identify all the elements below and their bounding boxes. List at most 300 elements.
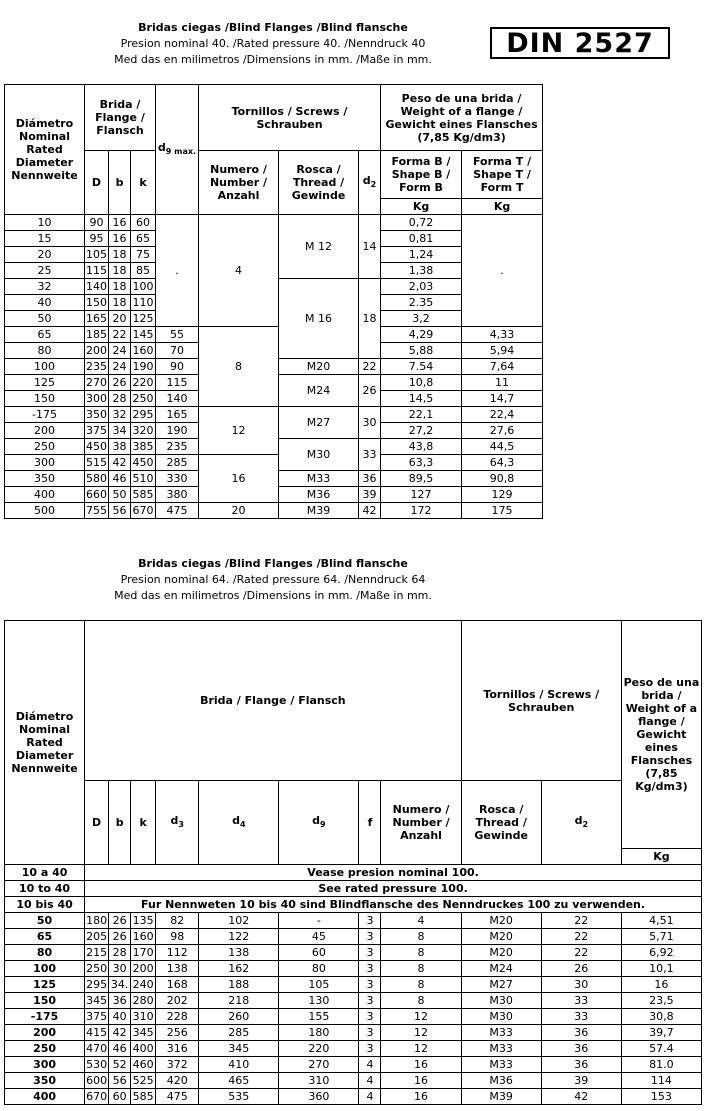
cell-thread: M36 — [279, 487, 359, 503]
cell-k: 110 — [131, 295, 156, 311]
pn64-header-nominal: Diámetro Nominal Rated Diameter Nennweite — [5, 621, 85, 865]
cell-f: 4 — [359, 1057, 381, 1073]
cell-d4: 122 — [199, 929, 279, 945]
cell-d2: 22 — [541, 945, 621, 961]
cell-b: 18 — [109, 279, 131, 295]
cell-k: 525 — [131, 1073, 156, 1089]
pn40-header-D: D — [85, 151, 109, 215]
cell-d2: 33 — [359, 439, 381, 471]
cell-d2: 22 — [541, 913, 621, 929]
note-row — [5, 881, 702, 897]
table-row — [5, 945, 702, 961]
pn40-header-rosca: Rosca / Thread / Gewinde — [279, 151, 359, 215]
cell-weight-b: 127 — [381, 487, 462, 503]
cell-weight-t: 175 — [462, 503, 543, 519]
cell-nominal: 200 — [5, 1025, 85, 1041]
table-row — [5, 327, 543, 343]
cell-k: 160 — [131, 343, 156, 359]
cell-b: 42 — [109, 455, 131, 471]
cell-k: 75 — [131, 247, 156, 263]
cell-d2: 30 — [359, 407, 381, 439]
cell-b: 18 — [109, 295, 131, 311]
cell-nominal: -175 — [5, 1009, 85, 1025]
cell-d2: 36 — [541, 1057, 621, 1073]
cell-weight-b: 1,24 — [381, 247, 462, 263]
cell-num: 12 — [381, 1009, 461, 1025]
cell-nominal: 10 to 40 — [5, 881, 85, 897]
cell-d2: 14 — [359, 215, 381, 279]
cell-weight-t: 5,94 — [462, 343, 543, 359]
cell-D: 215 — [86, 946, 108, 959]
cell-d9: 180 — [279, 1025, 359, 1041]
table-row — [5, 913, 702, 929]
cell-thread: M24 — [461, 961, 541, 977]
cell-d9: 190 — [156, 423, 199, 439]
cell-d9: 310 — [279, 1073, 359, 1089]
cell-weight-t: 129 — [462, 487, 543, 503]
cell-nominal: 150 — [5, 993, 85, 1009]
cell-f: 3 — [359, 1041, 381, 1057]
cell-weight-t: 7,64 — [462, 359, 543, 375]
cell-D: 670 — [86, 1090, 108, 1103]
pn64-header-d4: $d_4$ — [199, 781, 279, 865]
cell-w: 39,7 — [621, 1025, 701, 1041]
cell-d9: 45 — [279, 929, 359, 945]
pn64-header-k: k — [131, 781, 156, 865]
cell-weight-b: 1,38 — [381, 263, 462, 279]
cell-thread: M20 — [279, 359, 359, 375]
cell-D: 115 — [86, 264, 107, 277]
cell-d3: 475 — [156, 1089, 199, 1105]
cell-thread: M33 — [461, 1057, 541, 1073]
cell-d2: 39 — [541, 1073, 621, 1089]
cell-nominal: 200 — [5, 423, 85, 439]
pn40-header-weight: Peso de una brida / Weight of a flange / Gewicht eines Flansches (7,85 Kg/dm3) — [381, 85, 543, 151]
cell-weight-b: 22,1 — [381, 407, 462, 423]
cell-nominal: 300 — [5, 1057, 85, 1073]
cell-D: 580 — [86, 472, 107, 485]
cell-k: 320 — [131, 423, 156, 439]
cell-thread: M24 — [279, 375, 359, 407]
cell-k: 585 — [131, 1089, 156, 1105]
cell-nominal: 300 — [5, 455, 85, 471]
note-row — [5, 865, 702, 881]
cell-thread: M30 — [461, 993, 541, 1009]
cell-f: 3 — [359, 1009, 381, 1025]
cell-k: 85 — [131, 263, 156, 279]
cell-d4: 162 — [199, 961, 279, 977]
cell-b: 24 — [109, 359, 131, 375]
cell-D: 200 — [86, 344, 107, 357]
cell-thread: M33 — [461, 1025, 541, 1041]
cell-D: 165 — [86, 312, 107, 325]
cell-d3: 138 — [156, 961, 199, 977]
cell-D: 415 — [86, 1026, 108, 1039]
cell-weight-t: 90,8 — [462, 471, 543, 487]
cell-k: 65 — [131, 231, 156, 247]
pn64-header-rosca: Rosca / Thread / Gewinde — [461, 781, 541, 865]
cell-b: 26 — [109, 929, 131, 945]
cell-weight-b: 7.54 — [381, 359, 462, 375]
cell-b: 46 — [109, 471, 131, 487]
table-row — [5, 1009, 702, 1025]
cell-d9: 380 — [156, 487, 199, 503]
cell-D: 375 — [86, 424, 107, 437]
cell-num: 8 — [381, 977, 461, 993]
cell-d3: 316 — [156, 1041, 199, 1057]
cell-d4: 138 — [199, 945, 279, 961]
cell-k: 240 — [131, 977, 156, 993]
pn40-header-k: k — [131, 151, 156, 215]
cell-D: 150 — [86, 296, 107, 309]
cell-weight-t: . — [462, 215, 543, 327]
cell-f: 4 — [359, 1089, 381, 1105]
cell-D: 450 — [86, 440, 107, 453]
cell-weight-b: 5,88 — [381, 343, 462, 359]
cell-d9: 130 — [279, 993, 359, 1009]
pn40-header-d9: $d_{9 max.}$ — [156, 85, 199, 215]
cell-D: 295 — [86, 978, 108, 991]
cell-d9: 235 — [156, 439, 199, 455]
cell-d4: 218 — [199, 993, 279, 1009]
cell-D: 95 — [85, 231, 109, 247]
cell-d9: 220 — [279, 1041, 359, 1057]
cell-weight-b: 0,72 — [381, 215, 462, 231]
cell-D: 600 — [86, 1074, 108, 1087]
cell-d3: 256 — [156, 1025, 199, 1041]
cell-thread: M20 — [461, 913, 541, 929]
cell-k: 190 — [131, 359, 156, 375]
cell-weight-b: 89,5 — [381, 471, 462, 487]
cell-k: 450 — [131, 455, 156, 471]
cell-d2: 26 — [541, 961, 621, 977]
cell-thread: M27 — [461, 977, 541, 993]
section2-dims: Med das en milimetros /Dimensions in mm. /Maße in mm. — [114, 589, 432, 602]
cell-d4: 535 — [199, 1089, 279, 1105]
cell-weight-b: 27,2 — [381, 423, 462, 439]
cell-num: 16 — [381, 1057, 461, 1073]
table-row — [5, 1089, 702, 1105]
cell-b: 24 — [109, 343, 131, 359]
note-text: See rated pressure 100. — [85, 881, 702, 897]
cell-weight-t: 14,7 — [462, 391, 543, 407]
cell-nominal: 150 — [5, 391, 85, 407]
cell-f: 3 — [359, 945, 381, 961]
pn40-header-screws: Tornillos / Screws / Schrauben — [199, 85, 381, 151]
cell-num: 8 — [381, 993, 461, 1009]
cell-w: 5,71 — [621, 929, 701, 945]
cell-w: 30,8 — [621, 1009, 701, 1025]
cell-b: 56 — [109, 503, 131, 519]
cell-d2: 36 — [541, 1025, 621, 1041]
cell-D: 470 — [86, 1042, 108, 1055]
cell-weight-t: 44,5 — [462, 439, 543, 455]
cell-f: 3 — [359, 913, 381, 929]
cell-k: 170 — [131, 945, 156, 961]
cell-weight-t: 11 — [462, 375, 543, 391]
table-row — [5, 961, 702, 977]
cell-k: 400 — [131, 1041, 156, 1057]
section1-header — [0, 20, 546, 68]
cell-k: 160 — [131, 929, 156, 945]
cell-d9: 60 — [279, 945, 359, 961]
cell-weight-b: 10,8 — [381, 375, 462, 391]
cell-d2: 18 — [359, 279, 381, 359]
cell-d9: 70 — [156, 343, 199, 359]
cell-d2: 36 — [359, 471, 381, 487]
cell-k: 220 — [131, 375, 156, 391]
cell-d9: . — [156, 215, 199, 327]
cell-nominal: 80 — [5, 343, 85, 359]
cell-numero: 4 — [199, 215, 279, 327]
cell-weight-b: 43,8 — [381, 439, 462, 455]
cell-weight-b: 172 — [381, 503, 462, 519]
cell-f: 4 — [359, 1073, 381, 1089]
cell-num: 8 — [381, 945, 461, 961]
cell-k: 60 — [131, 215, 156, 231]
cell-b: 60 — [109, 1089, 131, 1105]
cell-thread: M 12 — [279, 215, 359, 279]
cell-d9: 80 — [279, 961, 359, 977]
cell-b: 30 — [109, 961, 131, 977]
section1-pressure: Presion nominal 40. /Rated pressure 40. /Nenndruck 40 — [120, 37, 426, 50]
cell-d2: 33 — [541, 993, 621, 1009]
cell-D: 515 — [86, 456, 107, 469]
cell-nominal: 20 — [5, 247, 85, 263]
cell-nominal: 100 — [5, 359, 85, 375]
cell-b: 52 — [109, 1057, 131, 1073]
cell-k: 460 — [131, 1057, 156, 1073]
cell-b: 28 — [109, 391, 131, 407]
pn64-header-f: f — [359, 781, 381, 865]
pn64-header-weight: Peso de una brida / Weight of a flange / Gewicht eines Flansches (7,85 Kg/dm3) — [621, 621, 701, 849]
cell-d2: 36 — [541, 1041, 621, 1057]
cell-w: 114 — [621, 1073, 701, 1089]
section2-pressure: Presion nominal 64. /Rated pressure 64. /Nenndruck 64 — [120, 573, 426, 586]
cell-d3: 98 — [156, 929, 199, 945]
cell-d4: 260 — [199, 1009, 279, 1025]
cell-d9: 270 — [279, 1057, 359, 1073]
cell-d4: 285 — [199, 1025, 279, 1041]
cell-f: 3 — [359, 993, 381, 1009]
cell-D: 350 — [86, 408, 107, 421]
cell-nominal: 50 — [5, 311, 85, 327]
cell-d3: 82 — [156, 913, 199, 929]
cell-k: 345 — [131, 1025, 156, 1041]
cell-weight-t: 4,33 — [462, 327, 543, 343]
cell-k: 145 — [131, 327, 156, 343]
cell-nominal: 15 — [5, 231, 85, 247]
cell-b: 26 — [109, 913, 131, 929]
note-text: Fur Nennweten 10 bis 40 sind Blindflansche des Nenndruckes 100 zu verwenden. — [85, 897, 702, 913]
cell-b: 46 — [109, 1041, 131, 1057]
cell-nominal: -175 — [5, 407, 85, 423]
table-row — [5, 455, 543, 471]
cell-k: 510 — [131, 471, 156, 487]
cell-d9: 155 — [279, 1009, 359, 1025]
cell-k: 295 — [131, 407, 156, 423]
cell-k: 135 — [131, 913, 156, 929]
cell-d2: 42 — [359, 503, 381, 519]
cell-weight-b: 2.35 — [381, 295, 462, 311]
cell-w: 57.4 — [621, 1041, 701, 1057]
cell-d9: 285 — [156, 455, 199, 471]
cell-d2: 26 — [359, 375, 381, 407]
cell-thread: M36 — [461, 1073, 541, 1089]
cell-D: 345 — [86, 994, 108, 1007]
section1-title: Bridas ciegas /Blind Flanges /Blind flansche — [138, 21, 408, 34]
cell-w: 16 — [621, 977, 701, 993]
table-row — [5, 215, 543, 231]
cell-d2: 33 — [541, 1009, 621, 1025]
cell-weight-b: 3,2 — [381, 311, 462, 327]
cell-D: 270 — [86, 376, 107, 389]
cell-numero: 12 — [199, 407, 279, 455]
cell-weight-t: 22,4 — [462, 407, 543, 423]
cell-nominal: 32 — [5, 279, 85, 295]
cell-weight-b: 4,29 — [381, 327, 462, 343]
cell-d9: 105 — [279, 977, 359, 993]
cell-num: 8 — [381, 929, 461, 945]
cell-d3: 420 — [156, 1073, 199, 1089]
cell-d3: 372 — [156, 1057, 199, 1073]
pn64-header-d9: $d_9$ — [279, 781, 359, 865]
cell-d3: 112 — [156, 945, 199, 961]
cell-nominal: 350 — [5, 1073, 85, 1089]
pn40-header-kgT: Kg — [462, 199, 543, 215]
cell-b: 38 — [109, 439, 131, 455]
din-standard-label: DIN 2527 — [490, 27, 670, 59]
cell-num: 8 — [381, 961, 461, 977]
cell-nominal: 40 — [5, 295, 85, 311]
pn64-header-screws: Tornillos / Screws / Schrauben — [461, 621, 621, 781]
cell-thread: M30 — [461, 1009, 541, 1025]
cell-b: 42 — [109, 1025, 131, 1041]
cell-weight-b: 2,03 — [381, 279, 462, 295]
cell-thread: M30 — [279, 439, 359, 471]
cell-b: 56 — [109, 1073, 131, 1089]
cell-thread: M39 — [279, 503, 359, 519]
cell-nominal: 125 — [5, 977, 85, 993]
cell-d9: 55 — [156, 327, 199, 343]
cell-D: 375 — [86, 1010, 108, 1023]
cell-d4: 345 — [199, 1041, 279, 1057]
cell-nominal: 10 a 40 — [5, 865, 85, 881]
cell-nominal: 80 — [5, 945, 85, 961]
pn40-table — [4, 84, 543, 519]
cell-d2: 42 — [541, 1089, 621, 1105]
table-row — [5, 1025, 702, 1041]
cell-num: 12 — [381, 1041, 461, 1057]
cell-D: 205 — [86, 930, 108, 943]
cell-D: 660 — [86, 488, 107, 501]
cell-d3: 228 — [156, 1009, 199, 1025]
table-row — [5, 407, 543, 423]
cell-D: 180 — [86, 914, 108, 927]
cell-f: 3 — [359, 977, 381, 993]
cell-b: 16 — [109, 231, 131, 247]
pn40-header-nominal: Diámetro Nominal Rated Diameter Nennweite — [5, 85, 85, 215]
cell-f: 3 — [359, 929, 381, 945]
cell-d9: 475 — [156, 503, 199, 519]
cell-D: 300 — [86, 392, 107, 405]
cell-d9: 140 — [156, 391, 199, 407]
cell-d2: 22 — [541, 929, 621, 945]
table-row — [5, 977, 702, 993]
cell-weight-b: 63,3 — [381, 455, 462, 471]
cell-k: 385 — [131, 439, 156, 455]
cell-w: 4,51 — [621, 913, 701, 929]
cell-D: 90 — [85, 215, 109, 231]
pn40-header-formT: Forma T / Shape T / Form T — [462, 151, 543, 199]
cell-weight-t: 64,3 — [462, 455, 543, 471]
cell-thread: M33 — [461, 1041, 541, 1057]
cell-num: 16 — [381, 1089, 461, 1105]
cell-k: 250 — [131, 391, 156, 407]
cell-thread: M 16 — [279, 279, 359, 359]
cell-k: 310 — [131, 1009, 156, 1025]
cell-thread: M27 — [279, 407, 359, 439]
cell-b: 16 — [109, 215, 131, 231]
cell-D: 140 — [86, 280, 107, 293]
cell-k: 280 — [131, 993, 156, 1009]
cell-numero: 20 — [199, 503, 279, 519]
pn64-header-d3: $d_3$ — [156, 781, 199, 865]
cell-b: 22 — [109, 327, 131, 343]
cell-nominal: 350 — [5, 471, 85, 487]
cell-D: 185 — [86, 328, 107, 341]
cell-nominal: 65 — [5, 327, 85, 343]
cell-w: 153 — [621, 1089, 701, 1105]
cell-weight-b: 14,5 — [381, 391, 462, 407]
cell-b: 34 — [109, 423, 131, 439]
cell-weight-t: 27,6 — [462, 423, 543, 439]
cell-nominal: 125 — [5, 375, 85, 391]
cell-b: 36 — [109, 993, 131, 1009]
pn64-header-kg: Kg — [621, 849, 701, 865]
cell-nominal: 400 — [5, 1089, 85, 1105]
cell-nominal: 250 — [5, 1041, 85, 1057]
cell-D: 235 — [86, 360, 107, 373]
cell-thread: M39 — [461, 1089, 541, 1105]
cell-k: 200 — [131, 961, 156, 977]
pn64-header-numero: Numero / Number / Anzahl — [381, 781, 461, 865]
cell-d9: 90 — [156, 359, 199, 375]
cell-d4: 188 — [199, 977, 279, 993]
cell-d2: 39 — [359, 487, 381, 503]
pn40-header-flange: Brida / Flange / Flansch — [85, 85, 156, 151]
cell-D: 530 — [86, 1058, 108, 1071]
section2-title: Bridas ciegas /Blind Flanges /Blind flansche — [138, 557, 408, 570]
cell-d2: 22 — [359, 359, 381, 375]
table-row — [5, 929, 702, 945]
cell-d9: 115 — [156, 375, 199, 391]
note-text: Vease presion nominal 100. — [85, 865, 702, 881]
cell-k: 670 — [131, 503, 156, 519]
cell-D: 250 — [86, 962, 108, 975]
cell-w: 23,5 — [621, 993, 701, 1009]
table-row — [5, 1041, 702, 1057]
table-row — [5, 1057, 702, 1073]
section1-dims: Med das en milimetros /Dimensions in mm. /Maße in mm. — [114, 53, 432, 66]
cell-thread: M33 — [279, 471, 359, 487]
cell-f: 3 — [359, 1025, 381, 1041]
cell-k: 125 — [131, 311, 156, 327]
cell-d2: 30 — [541, 977, 621, 993]
cell-b: 50 — [109, 487, 131, 503]
cell-k: 100 — [131, 279, 156, 295]
cell-b: 28 — [109, 945, 131, 961]
